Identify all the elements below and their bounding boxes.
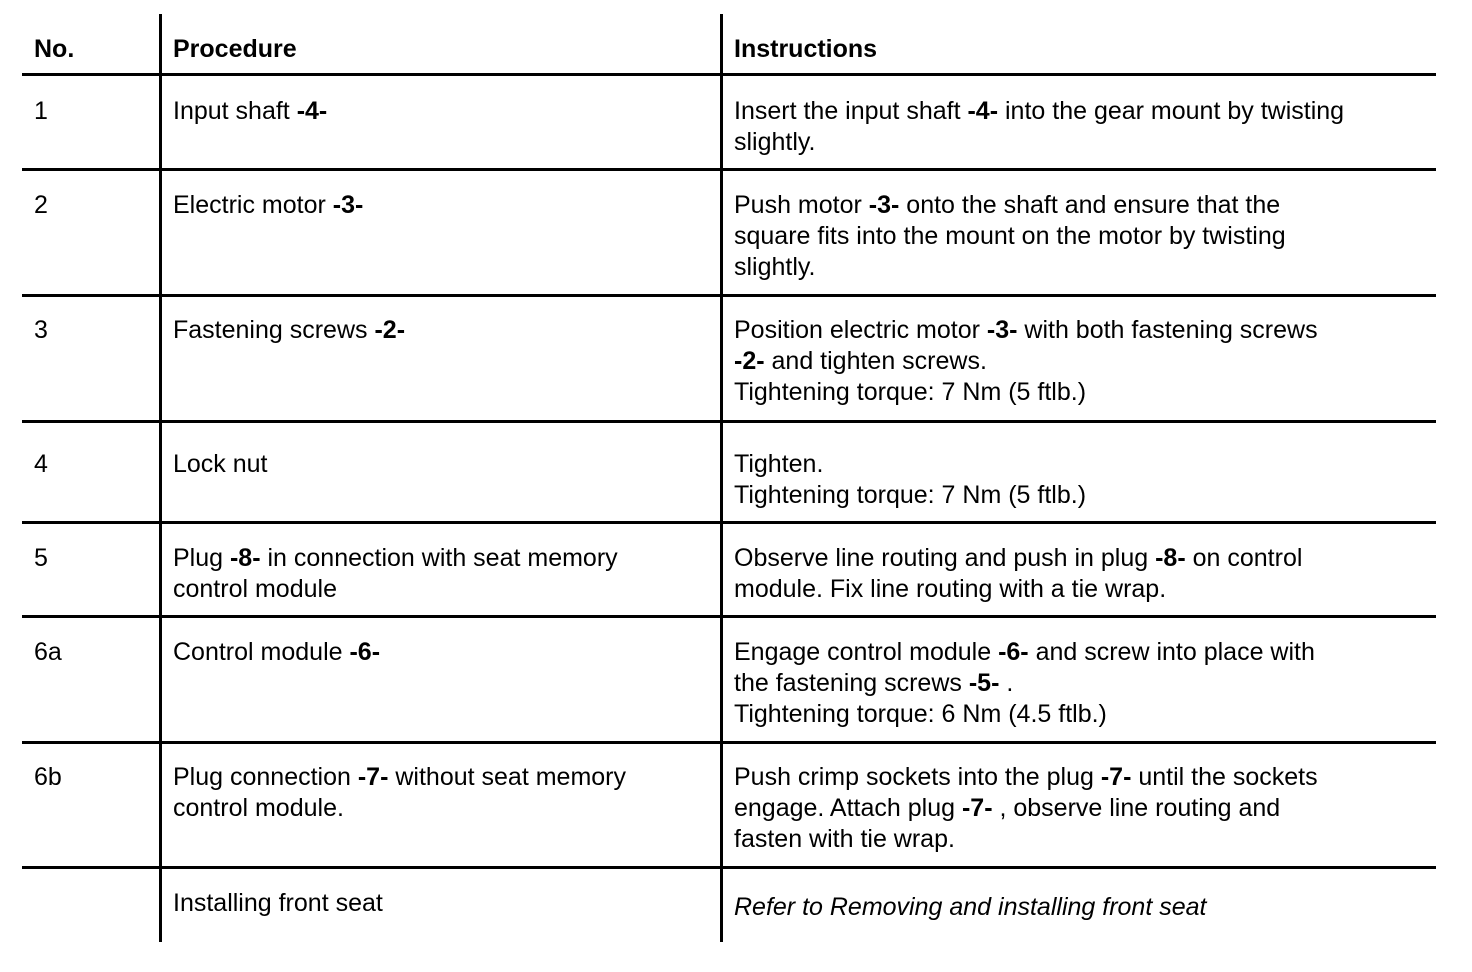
text-line [734, 377, 1318, 408]
text-run: on control [1185, 544, 1303, 572]
row-instructions [734, 315, 1318, 408]
row-procedure [173, 96, 327, 127]
row-number: 3 [34, 316, 48, 344]
text-line [734, 762, 1318, 793]
text-run: with both fastening screws [1017, 316, 1318, 344]
part-reference: -2- [734, 347, 765, 375]
part-reference: -3- [986, 316, 1018, 344]
text-run: Push motor [734, 191, 869, 219]
text-line [734, 252, 1286, 283]
text-run: Control module [173, 638, 350, 666]
part-reference: -6- [998, 638, 1029, 666]
text-run: without seat memory [388, 763, 627, 791]
part-reference: -4- [967, 97, 999, 125]
row-procedure [173, 543, 618, 605]
text-line [734, 346, 1318, 377]
text-line [173, 315, 405, 346]
text-line [734, 543, 1302, 574]
row-divider [22, 615, 1436, 618]
part-reference: -2- [374, 316, 406, 344]
text-line [734, 637, 1315, 668]
part-reference: -3- [332, 191, 364, 219]
text-run: the fastening screws [734, 669, 969, 697]
row-number: 6a [34, 638, 62, 666]
text-run: Electric motor [173, 191, 333, 219]
text-line [734, 315, 1318, 346]
column-divider [159, 14, 162, 942]
text-run: Tightening torque: 6 Nm (4.5 ftlb.) [734, 700, 1107, 728]
text-run: in connection with seat memory [260, 544, 618, 572]
row-number: 5 [34, 544, 48, 572]
row-number: 6b [34, 763, 62, 791]
text-line [734, 574, 1302, 605]
row-procedure [173, 762, 626, 824]
text-run: Observe line routing and push in plug [734, 544, 1156, 572]
text-run: Lock nut [173, 450, 268, 478]
row-number: 4 [34, 450, 48, 478]
text-run: Installing front seat [173, 889, 383, 917]
part-reference: -7- [961, 794, 993, 822]
text-run: onto the shaft and ensure that the [899, 191, 1281, 219]
text-line [173, 543, 618, 574]
header-instructions: Instructions [734, 35, 878, 63]
column-divider [720, 14, 723, 942]
part-reference: -5- [968, 669, 1000, 697]
text-run: Plug [173, 544, 230, 572]
row-instructions [734, 449, 1086, 511]
text-line [173, 96, 327, 127]
text-run: Fastening screws [173, 316, 375, 344]
part-reference: -8- [229, 544, 261, 572]
text-run: until the sockets [1131, 763, 1318, 791]
part-reference: -6- [349, 638, 381, 666]
row-instructions [734, 637, 1315, 730]
text-run: slightly. [734, 253, 816, 281]
header-no: No. [34, 35, 75, 63]
row-divider [22, 168, 1436, 171]
text-run: Tightening torque: 7 Nm (5 ftlb.) [734, 481, 1087, 509]
part-reference: -3- [868, 191, 900, 219]
part-reference: -8- [1155, 544, 1186, 572]
text-line [734, 793, 1318, 824]
part-reference: -7- [1100, 763, 1132, 791]
text-run: control module. [173, 794, 344, 822]
row-divider [22, 741, 1436, 744]
text-line [734, 824, 1318, 855]
text-run: Tightening torque: 7 Nm (5 ftlb.) [734, 378, 1087, 406]
text-run: into the gear mount by twisting [998, 97, 1345, 125]
row-procedure [173, 315, 405, 346]
row-number: 1 [34, 97, 48, 125]
row-instructions [734, 190, 1286, 283]
part-reference: -7- [357, 763, 389, 791]
row-divider [22, 521, 1436, 524]
text-line [734, 127, 1344, 158]
row-divider [22, 866, 1436, 869]
text-run: Position electric motor [734, 316, 987, 344]
text-run: Input shaft [173, 97, 297, 125]
text-run: module. Fix line routing with a tie wrap. [734, 575, 1167, 603]
text-line [734, 699, 1315, 730]
text-line [734, 96, 1344, 127]
text-line [173, 574, 618, 605]
text-line [734, 190, 1286, 221]
text-run: engage. Attach plug [734, 794, 962, 822]
text-run: Push crimp sockets into the plug [734, 763, 1101, 791]
text-run: control module [173, 575, 337, 603]
row-instructions [734, 96, 1344, 158]
text-line [173, 449, 268, 480]
text-line [734, 892, 1206, 923]
text-line [173, 637, 380, 668]
text-run: slightly. [734, 128, 816, 156]
text-line [734, 449, 1086, 480]
text-run: , observe line routing and [992, 794, 1281, 822]
row-divider [22, 73, 1436, 76]
text-run: Refer to Removing and installing front seat [734, 893, 1207, 921]
row-instructions-reference [734, 892, 1206, 923]
text-line [173, 888, 383, 919]
part-reference: -4- [296, 97, 328, 125]
row-instructions [734, 543, 1302, 605]
text-run: and screw into place with [1028, 638, 1315, 666]
text-run: Tighten. [734, 450, 824, 478]
row-procedure [173, 637, 380, 668]
text-run: Insert the input shaft [734, 97, 968, 125]
row-procedure [173, 888, 383, 919]
text-run: Engage control module [734, 638, 999, 666]
text-line [173, 793, 626, 824]
text-line [734, 480, 1086, 511]
text-run: Plug connection [173, 763, 358, 791]
row-procedure [173, 449, 268, 480]
text-run: fasten with tie wrap. [734, 825, 955, 853]
text-line [173, 762, 626, 793]
row-procedure [173, 190, 363, 221]
row-number: 2 [34, 191, 48, 219]
row-instructions [734, 762, 1318, 855]
header-procedure: Procedure [173, 35, 297, 63]
text-line [734, 668, 1315, 699]
row-divider [22, 420, 1436, 423]
text-run: . [999, 669, 1014, 697]
row-divider [22, 294, 1436, 297]
text-line [173, 190, 363, 221]
text-line [734, 221, 1286, 252]
text-run: square fits into the mount on the motor by twisting [734, 222, 1286, 250]
text-run: and tighten screws. [764, 347, 987, 375]
